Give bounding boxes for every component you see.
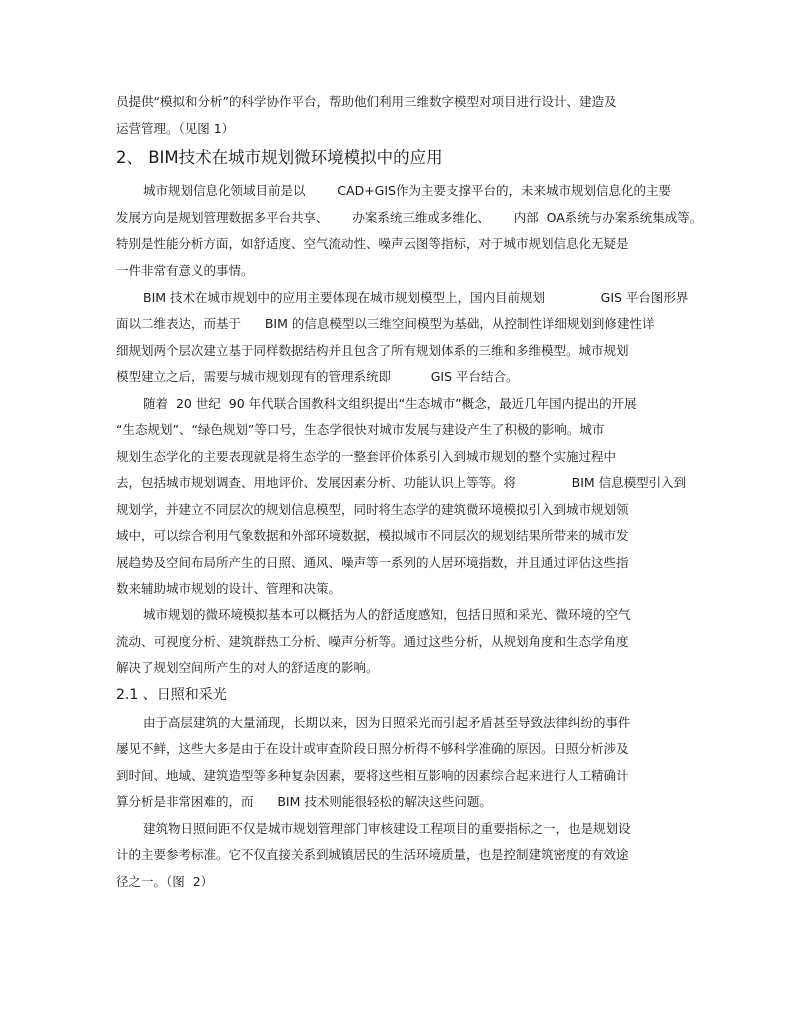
text-line: 规划生态学化的主要表现就是将生态学的一整套评价体系引入到城市规划的整个实施过程中 bbox=[116, 449, 617, 464]
subsection-heading: 2.1 、日照和采光 bbox=[116, 687, 227, 703]
text-line: 径之一。（图 2） bbox=[116, 874, 214, 889]
text-line: 屡见不鲜，这些大多是由于在设计或审查阶段日照分析得不够科学准确的原因。日照分析涉及 bbox=[116, 741, 629, 756]
text-line: 数来辅助城市规划的设计、管理和决策。 bbox=[116, 581, 342, 596]
text-line: 去，包括城市规划调查、用地评价、发展因素分析、功能认识上等等。将 BIM 信息模型引入到 bbox=[116, 475, 687, 490]
text-line: BIM 技术在城市规划中的应用主要体现在城市规划模型上，国内目前规划 GIS 平台图形界 bbox=[143, 290, 689, 305]
text-line: 展趋势及空间布局所产生的日照、通风、噪声等一系列的人居环境指数，并且通过评估这些指 bbox=[116, 555, 629, 570]
text-line: 面以二维表达，而基于 BIM 的信息模型以三维空间模型为基础，从控制性详细规划到修建性详 bbox=[116, 316, 655, 331]
text-line: 发展方向是规划管理数据多平台共享、 办案系统三维或多维化、 内部 OA系统与办案系统集成等。 bbox=[116, 210, 703, 225]
text-line: 流动、可视度分析、建筑群热工分析、噪声分析等。通过这些分析，从规划角度和生态学角度 bbox=[116, 634, 629, 649]
text-line: 域中，可以综合利用气象数据和外部环境数据，模拟城市不同层次的规划结果所带来的城市发 bbox=[116, 528, 629, 543]
section-heading: 2、 BIM技术在城市规划微环境模拟中的应用 bbox=[116, 148, 443, 167]
text-line: 细规划两个层次建立基于同样数据结构并且包含了所有规划体系的三维和多维模型。城市规划 bbox=[116, 343, 629, 358]
text-line: 随着 20 世纪 90 年代联合国教科文组织提出“生态城市”概念，最近几年国内提出的开展 bbox=[143, 396, 637, 411]
text-line: 城市规划的微环境模拟基本可以概括为人的舒适度感知，包括日照和采光、微环境的空气 bbox=[143, 607, 631, 622]
text-line: 模型建立之后，需要与城市规划现有的管理系统即 GIS 平台结合。 bbox=[116, 369, 519, 384]
text-line: 计的主要参考标准。它不仅直接关系到城镇居民的生活环境质量，也是控制建筑密度的有效途 bbox=[116, 847, 629, 862]
text-line: “生态规划”、“绿色规划”等口号，生态学很快对城市发展与建设产生了积极的影响。城市 bbox=[116, 422, 605, 437]
text-line: 规划学，并建立不同层次的规划信息模型，同时将生态学的建筑微环境模拟引入到城市规划领 bbox=[116, 502, 629, 517]
text-line: 员提供“模拟和分析”的科学协作平台，帮助他们利用三维数字模型对项目进行设计、建造及 bbox=[116, 94, 617, 109]
text-line: 城市规划信息化领域目前是以 CAD+GIS作为主要支撑平台的，未来城市规划信息化的主要 bbox=[143, 183, 671, 198]
text-line: 运营管理。（见图 1） bbox=[116, 121, 235, 136]
text-line: 特别是性能分析方面，如舒适度、空气流动性、噪声云图等指标，对于城市规划信息化无疑是 bbox=[116, 236, 629, 251]
text-line: 一件非常有意义的事情。 bbox=[116, 263, 254, 278]
text-line: 解决了规划空间所产生的对人的舒适度的影响。 bbox=[116, 660, 379, 675]
text-line: 建筑物日照间距不仅是城市规划管理部门审核建设工程项目的重要指标之一，也是规划设 bbox=[143, 821, 631, 836]
text-line: 算分析是非常困难的，而 BIM 技术则能很轻松的解决这些问题。 bbox=[116, 794, 492, 809]
text-line: 由于高层建筑的大量涌现，长期以来，因为日照采光而引起矛盾甚至导致法律纠纷的事件 bbox=[143, 715, 631, 730]
text-line: 到时间、地域、建筑造型等多种复杂因素，要将这些相互影响的因素综合起来进行人工精确计 bbox=[116, 768, 629, 783]
